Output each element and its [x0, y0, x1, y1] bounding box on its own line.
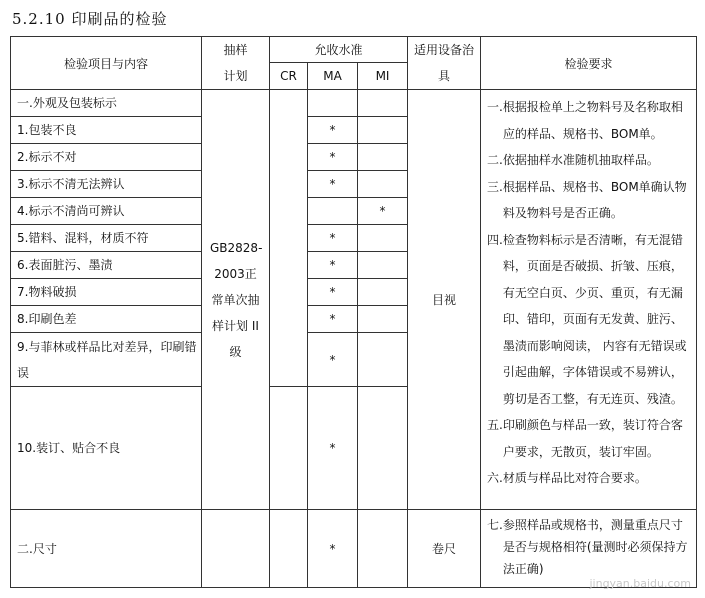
- header-tool: 适用设备治具: [408, 37, 481, 90]
- row-label: 2.标示不对: [11, 144, 202, 171]
- mi-mark: [358, 510, 408, 588]
- requirements-cell: [481, 90, 697, 510]
- ma-mark: *: [308, 387, 358, 510]
- mi-mark: [358, 171, 408, 198]
- requirement-item: 三. 根据样品、规格书、BOM单确认物料及物料号是否正确。: [487, 179, 687, 220]
- header-requirements: 检验要求: [481, 37, 697, 90]
- tool-tape-measure: 卷尺: [408, 510, 481, 588]
- ma-mark: *: [308, 252, 358, 279]
- tool-visual: 目视: [408, 90, 481, 510]
- row-label: 一.外观及包装标示: [11, 90, 202, 117]
- row-label: 9.与菲林或样品比对差异，印刷错误: [11, 333, 202, 387]
- mi-mark: [358, 333, 408, 387]
- sampling-plan: GB2828-2003正常单次抽样计划 II级: [202, 90, 270, 510]
- ma-mark: *: [308, 144, 358, 171]
- inspection-table: [10, 36, 697, 588]
- requirement-item: 七. 参照样品或规格书，测量重点尺寸是否与规格相符(量测时必须保持方法正确): [487, 518, 688, 576]
- header-ma: MA: [308, 63, 358, 90]
- mi-mark: *: [358, 198, 408, 225]
- row-label: 4.标示不清尚可辨认: [11, 198, 202, 225]
- ma-mark: *: [308, 117, 358, 144]
- row-label: 8.印刷色差: [11, 306, 202, 333]
- row-label: 3.标示不清无法辨认: [11, 171, 202, 198]
- ma-mark: *: [308, 510, 358, 588]
- requirement-item: 五. 印刷颜色与样品一致，装订符合客户要求，无散页，装订牢固。: [487, 418, 683, 459]
- mi-mark: [358, 117, 408, 144]
- row-label: 二.尺寸: [11, 510, 202, 588]
- mi-mark: [358, 279, 408, 306]
- requirement-item: 六. 材质与样品比对符合要求。: [487, 471, 647, 485]
- mi-mark: [358, 90, 408, 117]
- header-plan: 抽样计划: [202, 37, 270, 90]
- ma-mark: [308, 198, 358, 225]
- mi-mark: [358, 144, 408, 171]
- header-mi: MI: [358, 63, 408, 90]
- row-label: 6.表面脏污、墨渍: [11, 252, 202, 279]
- watermark: jingyan.baidu.com: [589, 577, 691, 590]
- cr-mark: [270, 387, 308, 510]
- row-label: 5.错料、混料，材质不符: [11, 225, 202, 252]
- ma-mark: *: [308, 225, 358, 252]
- cr-column: [270, 90, 308, 387]
- header-aql: 允收水准: [270, 37, 408, 63]
- section-title: 5.2.10 印刷品的检验: [12, 10, 168, 28]
- ma-mark: *: [308, 279, 358, 306]
- mi-mark: [358, 225, 408, 252]
- plan-blank: [202, 510, 270, 588]
- mi-mark: [358, 387, 408, 510]
- mi-mark: [358, 306, 408, 333]
- mi-mark: [358, 252, 408, 279]
- ma-mark: *: [308, 306, 358, 333]
- header-item: 检验项目与内容: [11, 37, 202, 90]
- ma-mark: *: [308, 171, 358, 198]
- header-cr: CR: [270, 63, 308, 90]
- row-label: 7.物料破损: [11, 279, 202, 306]
- requirement-item: 一. 根据报检单上之物料号及名称取相应的样品、规格书、BOM单。: [487, 100, 683, 141]
- ma-mark: *: [308, 333, 358, 387]
- requirement-item: 二. 依据抽样水准随机抽取样品。: [487, 153, 659, 167]
- row-label: 10.装订、贴合不良: [11, 387, 202, 510]
- cr-mark: [270, 510, 308, 588]
- row-label: 1.包装不良: [11, 117, 202, 144]
- requirement-item: 四. 检查物料标示是否清晰，有无混错料，页面是否破损、折皱、压痕，有无空白页、少页、重页，有无漏印、错印，页面有无发黄、脏污、墨渍而影响阅读， 内容有无错误或引起曲解，字体错误或不易辨认，剪切是否工整，有无连页、残渣。: [487, 232, 687, 406]
- ma-mark: [308, 90, 358, 117]
- requirements-size-cell: [481, 510, 697, 588]
